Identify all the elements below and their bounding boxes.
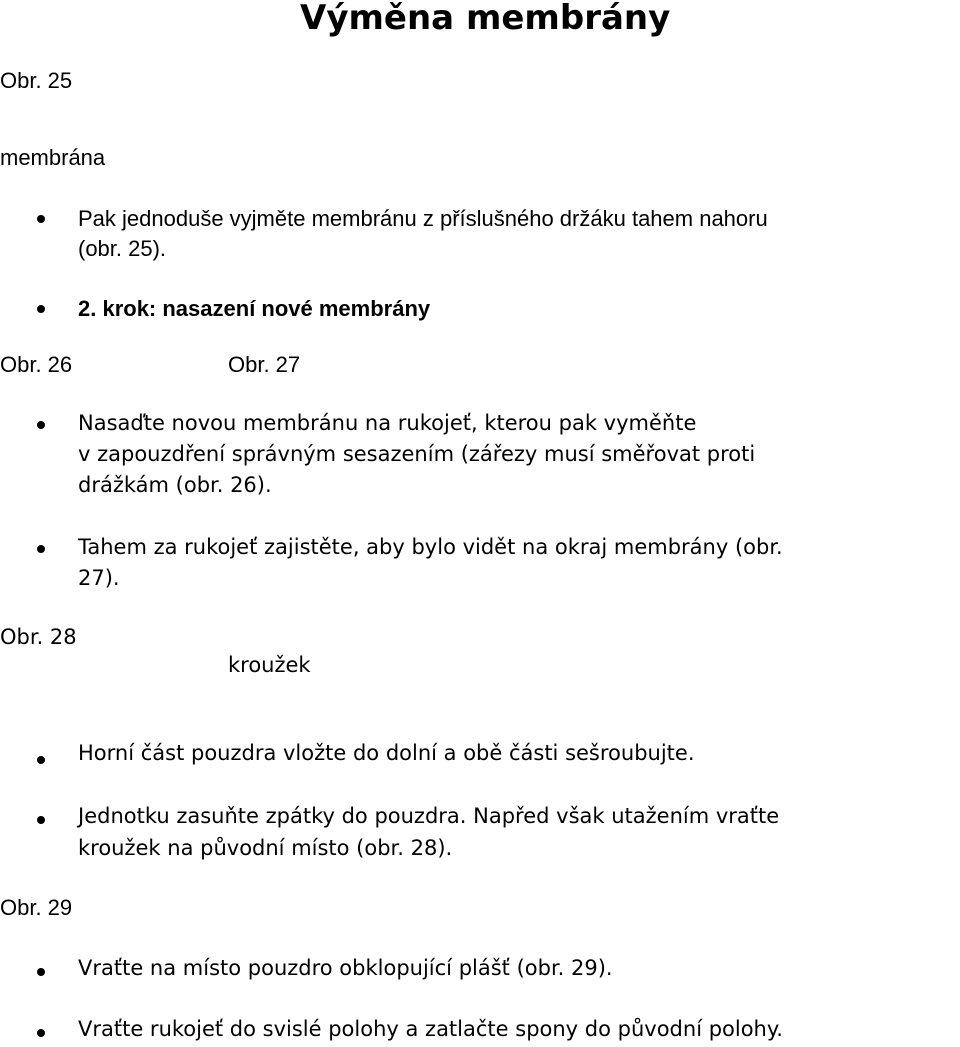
- step-remove-line-1: Pak jednoduše vyjměte membránu z příslušného držáku tahem nahoru: [78, 206, 768, 231]
- step-handle: Vraťte rukojeť do svislé polohy a zatlačte spony do původní polohy.: [78, 1017, 783, 1041]
- figure-label-obr-25: Obr. 25: [0, 68, 73, 93]
- step-insert-line-3: drážkám (obr. 26).: [78, 473, 272, 497]
- bullet-icon: [37, 421, 45, 429]
- step-secure-line-1: Tahem za rukojeť zajistěte, aby bylo vidět na okraj membrány (obr.: [78, 535, 783, 559]
- bullet-icon: [37, 305, 45, 313]
- step-housing: Horní část pouzdra vložte do dolní a obě části sešroubujte.: [78, 741, 695, 765]
- bullet-icon: [37, 1029, 45, 1037]
- bullet-icon: [37, 968, 45, 976]
- step-2-heading: 2. krok: nasazení nové membrány: [78, 296, 431, 321]
- page-title: Výměna membrány: [300, 0, 671, 38]
- figure-label-obr-28: Obr. 28: [0, 625, 77, 649]
- figure-caption-krouzek: kroužek: [228, 653, 311, 677]
- figure-label-obr-26: Obr. 26: [0, 352, 73, 377]
- step-cover: Vraťte na místo pouzdro obklopující plášť (obr. 29).: [78, 956, 613, 980]
- step-secure-line-2: 27).: [78, 566, 120, 590]
- step-slide-line-2: kroužek na původní místo (obr. 28).: [78, 836, 453, 860]
- bullet-icon: [37, 215, 45, 223]
- bullet-icon: [37, 816, 45, 824]
- bullet-icon: [37, 545, 45, 553]
- figure-label-obr-29: Obr. 29: [0, 895, 73, 920]
- figure-caption-membrana: membrána: [0, 145, 106, 170]
- step-insert-line-1: Nasaďte novou membránu na rukojeť, kterou pak vyměňte: [78, 411, 697, 435]
- step-remove-line-2: (obr. 25).: [78, 236, 167, 261]
- figure-label-obr-27: Obr. 27: [228, 352, 301, 377]
- step-insert-line-2: v zapouzdření správným sesazením (zářezy musí směřovat proti: [78, 442, 756, 466]
- step-slide-line-1: Jednotku zasuňte zpátky do pouzdra. Napřed však utažením vraťte: [78, 804, 780, 828]
- bullet-icon: [37, 756, 45, 764]
